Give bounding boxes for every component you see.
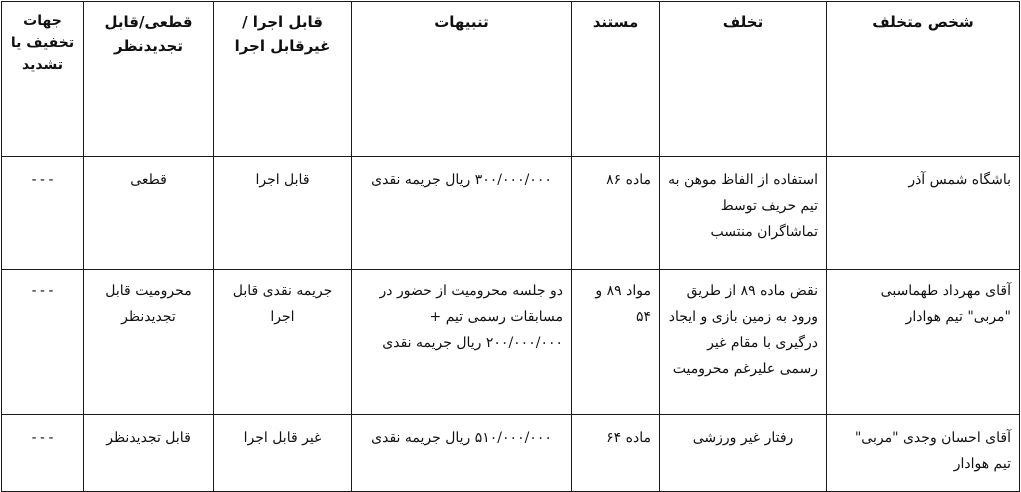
cell-mitigation: --- bbox=[2, 415, 84, 492]
header-mitigation: جهات تخفیف یا تشدید bbox=[2, 2, 84, 157]
cell-enforceable: غیر قابل اجرا bbox=[214, 415, 352, 492]
header-offender: شخص متخلف bbox=[827, 2, 1020, 157]
cell-appealable: محرومیت قابل تجدیدنظر bbox=[84, 270, 214, 415]
cell-mitigation: --- bbox=[2, 270, 84, 415]
header-violation: تخلف bbox=[660, 2, 827, 157]
cell-enforceable: قابل اجرا bbox=[214, 157, 352, 270]
cell-enforceable: جریمه نقدی قابل اجرا bbox=[214, 270, 352, 415]
table-row bbox=[2, 415, 1020, 492]
cell-appealable: قطعی bbox=[84, 157, 214, 270]
header-document: مستند bbox=[572, 2, 660, 157]
cell-violation: استفاده از الفاظ موهن به تیم حریف توسط تماشاگران منتسب bbox=[660, 157, 827, 270]
cell-penalties: ۵۱۰/۰۰۰/۰۰۰ ریال جریمه نقدی bbox=[352, 415, 572, 492]
table-row bbox=[2, 270, 1020, 415]
header-enforceable: قابل اجرا /غیرقابل اجرا bbox=[214, 2, 352, 157]
cell-penalties: دو جلسه محرومیت از حضور در مسابقات رسمی تیم + ۲۰۰/۰۰۰/۰۰۰ ریال جریمه نقدی bbox=[352, 270, 572, 415]
cell-document: ماده ۶۴ bbox=[572, 415, 660, 492]
cell-offender: باشگاه شمس آذر bbox=[827, 157, 1020, 270]
cell-appealable: قابل تجدیدنظر bbox=[84, 415, 214, 492]
cell-offender: آقای احسان وجدی "مربی" تیم هوادار bbox=[827, 415, 1020, 492]
table-row bbox=[2, 157, 1020, 270]
cell-penalties: ۳۰۰/۰۰۰/۰۰۰ ریال جریمه نقدی bbox=[352, 157, 572, 270]
cell-violation: رفتار غیر ورزشی bbox=[660, 415, 827, 492]
cell-violation: نقض ماده ۸۹ از طریق ورود به زمین بازی و ایجاد درگیری با مقام غیر رسمی علیرغم محرومیت bbox=[660, 270, 827, 415]
header-penalties: تنبیهات bbox=[352, 2, 572, 157]
header-appealable: قطعی/قابل تجدیدنظر bbox=[84, 2, 214, 157]
verdicts-table bbox=[1, 1, 1020, 492]
header-row bbox=[2, 2, 1020, 157]
cell-document: ماده ۸۶ bbox=[572, 157, 660, 270]
cell-mitigation: --- bbox=[2, 157, 84, 270]
cell-offender: آقای مهرداد طهماسبی "مربی" تیم هوادار bbox=[827, 270, 1020, 415]
cell-document: مواد ۸۹ و ۵۴ bbox=[572, 270, 660, 415]
